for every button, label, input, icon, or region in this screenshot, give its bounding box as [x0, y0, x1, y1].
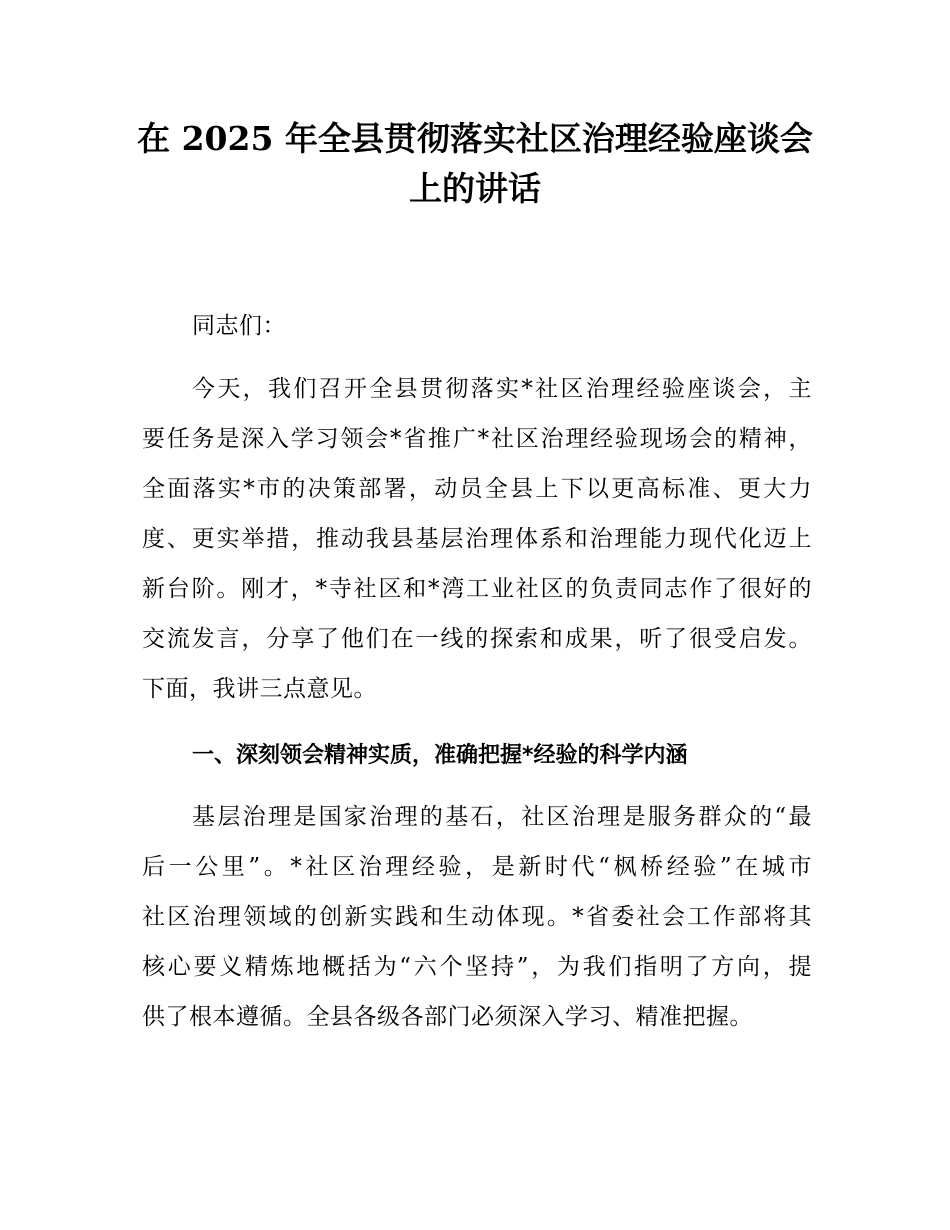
salutation: 同志们： [192, 313, 286, 339]
paragraph-2-line: 核心要义精炼地概括为“六个坚持”，为我们指明了方向，提 [142, 954, 812, 980]
section-heading-1: 一、深刻领会精神实质，准确把握*经验的科学内涵 [192, 743, 688, 768]
document-title-line-2: 上的讲话 [409, 169, 541, 208]
paragraph-2-line: 供了根本遵循。全县各级各部门必须深入学习、精准把握。 [142, 1004, 753, 1030]
paragraph-1-line: 要任务是深入学习领会*省推广*社区治理经验现场会的精神， [142, 426, 812, 452]
paragraph-1-line: 全面落实*市的决策部署，动员全县上下以更高标准、更大力 [142, 476, 812, 502]
paragraph-1-line: 度、更实举措，推动我县基层治理体系和治理能力现代化迈上 [142, 526, 812, 552]
document-title-line-1: 在 2025 年全县贯彻落实社区治理经验座谈会 [137, 119, 813, 158]
paragraph-1-line: 今天，我们召开全县贯彻落实*社区治理经验座谈会，主 [192, 376, 812, 402]
paragraph-1-line: 下面，我讲三点意见。 [142, 676, 377, 702]
paragraph-2-line: 基层治理是国家治理的基石，社区治理是服务群众的“最 [192, 804, 812, 830]
paragraph-1-line: 交流发言，分享了他们在一线的探索和成果，听了很受启发。 [142, 626, 812, 652]
paragraph-2-line: 社区治理领域的创新实践和生动体现。*省委社会工作部将其 [142, 904, 812, 930]
paragraph-1-line: 新台阶。刚才，*寺社区和*湾工业社区的负责同志作了很好的 [142, 576, 812, 602]
paragraph-2-line: 后一公里”。*社区治理经验，是新时代“枫桥经验”在城市 [142, 854, 812, 880]
